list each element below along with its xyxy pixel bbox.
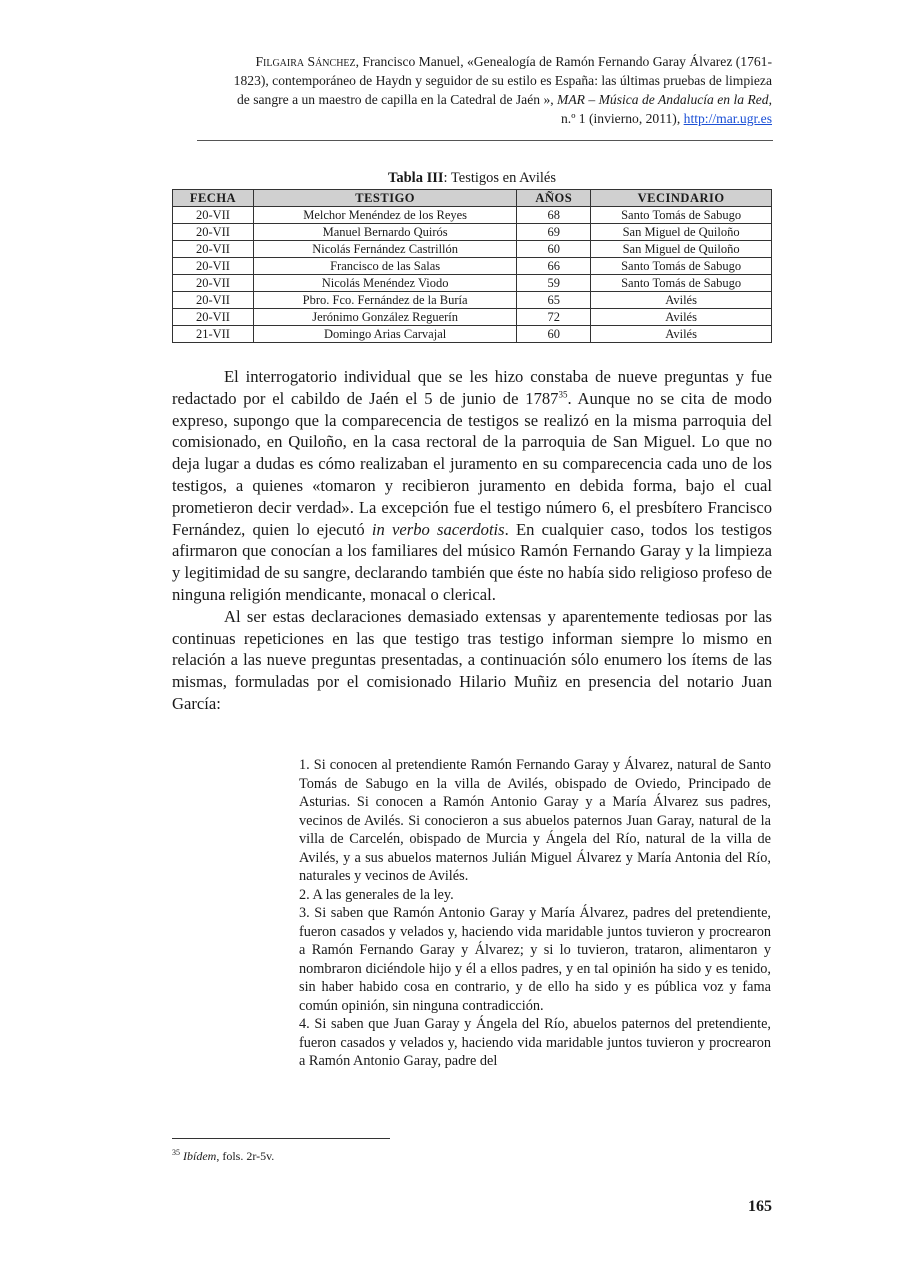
table-caption: Tabla III: Testigos en Avilés [388, 170, 556, 186]
footnote-35: $^{35}$ Ibídem, fols. 2r-5v. [172, 1148, 275, 1163]
col-header-fecha: FECHA [173, 190, 254, 207]
body-text [172, 366, 772, 715]
table-row: 20-VII Pbro. Fco. Fernández de la Buría 65 Avilés [173, 292, 772, 309]
col-header-anos: AÑOS [517, 190, 591, 207]
quote-item-2: 2. A las generales de la ley. [299, 886, 454, 903]
quote-item-4: 4. Si saben que Juan Garay y Ángela del Río, abuelos paternos del pretendiente, fueron casados y velados y, haciendo vida maridable juntos tuvieron y procrearon a Ramón Antonio Garay, padre del [299, 1016, 771, 1069]
table-row: 20-VII Manuel Bernardo Quirós 69 San Miguel de Quiloño [173, 224, 772, 241]
witness-table [172, 189, 772, 343]
header-author: Filgaira Sánchez [255, 54, 356, 69]
block-quote [299, 756, 771, 1071]
quote-item-1: 1. Si conocen al pretendiente Ramón Fernando Garay y Álvarez, natural de Santo Tomás de Sabugo en la villa de Avilés, obispado de Oviedo, Principado de Asturias. Si conocen a Ramón Antonio Garay y a María Álvarez sus padres, vecinos de Avilés. Si conocieron a sus abuelos paternos Juan Garay, natural de la villa de Carcelén, obispado de Murcia y Ángela del Río, natural de la villa de Avilés, y a sus abuelos maternos Julián Miguel Álvarez y María Antonia del Río, naturales y vecinos de Avilés. [299, 757, 771, 884]
page-number: 165 [748, 1198, 772, 1215]
paragraph-2: Al ser estas declaraciones demasiado extensas y aparentemente tediosas por las continuas repeticiones en las que testigo tras testigo informan siempre lo mismo en relación a las nueve preguntas presentadas, a continuación sólo enumero los ítems de las mismas, formuladas por el comisionado Hilario Muñiz en presencia del notario Juan García: [172, 606, 772, 713]
quote-item-3: 3. Si saben que Ramón Antonio Garay y María Álvarez, padres del pretendiente, fueron casados y velados y, haciendo vida maridable juntos tuvieron y procrearon a Ramón Fernando Garay y Álvarez; y si lo tuvieron, trataron, alimentaron y nombraron diciéndole hijo y él a ellos padres, y en tal opinión ha sido y es tenido, sin haber habido cosa en contrario, y de ello ha sido y es pública voz y fama común opinión, sin ninguna contradicción. [299, 905, 771, 1014]
header-citation-line3: de sangre a un maestro de capilla en la Catedral de Jaén », [236, 92, 558, 107]
header-citation-line1: , Francisco Manuel, «Genealogía de Ramón Fernando Garay Álvarez (1761- [355, 54, 772, 69]
paragraph-1: El interrogatorio individual que se les hizo constaba de nueve preguntas y fue redactado por el cabildo de Jaén el 5 de junio de 1787$^{35}$. Aunque no se cita de modo expreso, supongo que la comparecencia de testigos se realizó en la misma parroquia del comisionado, en Quiloño, en la casa rectoral de la parroquia de San Miguel. Lo que no deja lugar a dudas es cómo realizaban el juramento en su comparecencia cada uno de los testigos, a quienes «tomaron y recibieron juramento en debida forma, bajo el cual prometieron decir verdad». La excepción fue el testigo número 6, el presbítero Francisco Fernández, quien lo ejecutó in verbo sacerdotis. En cualquier caso, todos los testigos afirmaron que conocían a los familiares del músico Ramón Fernando Garay y la limpieza y legitimidad de su sangre, declarando también que éste no había sido religioso profeso de ninguna religión mendicante, monacal o clerical. [172, 367, 773, 604]
col-header-vecindario: VECINDARIO [591, 190, 772, 207]
table-row: 21-VII Domingo Arias Carvajal 60 Avilés [173, 326, 772, 343]
table-row: 20-VII Melchor Menéndez de los Reyes 68 Santo Tomás de Sabugo [173, 207, 772, 224]
header-issue: n.º 1 (invierno, 2011), [561, 111, 684, 126]
footnote-ref-35[interactable]: 35 [558, 389, 568, 400]
table-row: 20-VII Nicolás Menéndez Viodo 59 Santo Tomás de Sabugo [173, 275, 772, 292]
header-journal-title: MAR – Música de Andalucía en la Red [557, 92, 769, 107]
header-citation-line2: 1823), contemporáneo de Haydn y seguidor de su estilo es España: las últimas pruebas de limpieza [233, 73, 772, 88]
table-row: 20-VII Nicolás Fernández Castrillón 60 San Miguel de Quiloño [173, 241, 772, 258]
header-journal-link[interactable]: http://mar.ugr.es [683, 111, 772, 126]
table-row: 20-VII Francisco de las Salas 66 Santo Tomás de Sabugo [173, 258, 772, 275]
col-header-testigo: TESTIGO [253, 190, 516, 207]
footnote-rule [172, 1138, 390, 1139]
table-row: 20-VII Jerónimo González Reguerín 72 Avilés [173, 309, 772, 326]
header-rule [197, 140, 773, 141]
table-header-row [173, 190, 772, 207]
running-header: Filgaira Sánchez, Francisco Manuel, «Genealogía de Ramón Fernando Garay Álvarez (1761- 1823), contemporáneo de Haydn y seguidor de su estilo es España: las últimas pruebas de limpieza de sangre a un maestro de capilla en la Catedral de Jaén », MAR – Música de Andalucía en la Red, n.º 1 (invierno, 2011), http://mar.ugr.es [233, 54, 772, 126]
